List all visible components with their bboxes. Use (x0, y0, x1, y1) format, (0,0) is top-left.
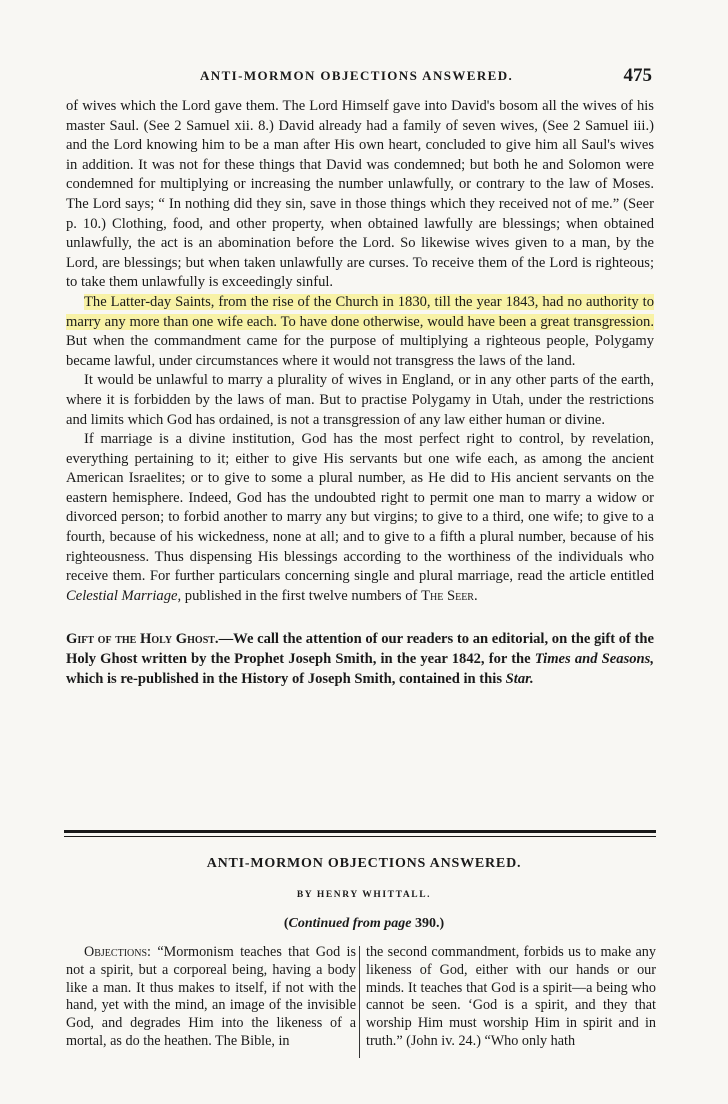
article-byline: BY HENRY WHITTALL. (296, 890, 432, 900)
italic-title: Times and Seasons, (534, 651, 654, 668)
page-number: 475 (623, 65, 652, 86)
paragraph-david-wives (66, 97, 654, 293)
paragraph-text: If marriage is a divine institution, God has the most perfect right to control, by revelation, everything pertaining to it; either to give His servants but one wife each, as among the ancient American Israelites; or to give to some a plural number, as He did to His ancient servants on the eastern hemisphere. Indeed, God has the undoubted right to permit one man to marry a widow or divorced person; to forbid another to marry any but virgins; to give to a third, one wife; to give to a fourth, because of his wickedness, none at all; and to give to a fifth a plural number, because of his righteousness. Thus dispensing His blessings according to the worthiness of the individuals who receive them. For further particulars concerning single and plural marriage, read the article entitled (66, 431, 654, 585)
gift-heading: Gift of the Holy Ghost. (66, 631, 219, 648)
small-caps-title: The Seer. (421, 587, 478, 604)
article-title: ANTI-MORMON OBJECTIONS ANSWERED. (206, 856, 522, 871)
paragraph-text: It would be unlawful to marry a plurality of wives in England, or in any other parts of the earth, where it is forbidden by the laws of man. But to practise Polygamy in Utah, under the restrictions and limits which God has ordained, is not a transgression of any law either human or divine. (66, 372, 654, 428)
main-body (66, 97, 654, 689)
column-divider (359, 946, 360, 1058)
italic-title: Celestial Marriage, (66, 587, 182, 604)
paragraph-divine-institution (66, 430, 654, 606)
column-left (66, 944, 356, 1051)
continued-page: 390.) (411, 916, 445, 931)
continued-note: (Continued from page 390.) (283, 916, 445, 931)
paragraph-gift-holy-ghost (66, 630, 654, 689)
paragraph-latter-day-saints (66, 293, 654, 371)
column-right (366, 944, 656, 1051)
running-title: ANTI-MORMON OBJECTIONS ANSWERED. (200, 68, 514, 83)
italic-title: Star. (505, 670, 534, 687)
column-left-paragraph (66, 944, 356, 1051)
paragraph-england (66, 371, 654, 430)
column-right-paragraph (366, 944, 656, 1051)
section-rule (64, 830, 656, 837)
paragraph-text: “Mormonism teaches that God is not a spirit, but a corporeal being, having a body like a man. It thus makes to itself, if not with the hand, yet with the mind, an image of the invisible God, and degrades Him into the likeness of a mortal, as do the heathen. The Bible, in (66, 944, 356, 1049)
paragraph-text: of wives which the Lord gave them. The Lord Himself gave into David's bosom all the wives of his master Saul. (See 2 Samuel xii. 8.) David already had a family of seven wives, (See 2 Samuel iii.) and the Lord knowing him to be a man after His own heart, concluded to give him all Saul's wives in addition. It was not for these things that David was condemned; but both he and Solomon were condemned for multiplying or increasing the number unlawfully, or contrary to the law of Moses. The Lord says; “ In nothing did they sin, save in those things which they received not of me.” (Seer p. 10.) Clothing, food, and other property, when obtained lawfully are blessings; when obtained unlawfully, the act is an abomination before the Lord. So likewise wives given to a man, by the Lord, are blessings; but when taken unlawfully are curses. To receive them of the Lord is righteous; to take them unlawfully is exceedingly sinful. (66, 98, 654, 291)
paragraph-text: But when the commandment came for the purpose of multiplying a righteous people, Polygamy became lawful, under circumstances where it would not transgress the laws of the land. (66, 333, 654, 369)
paragraph-text: which is re-published in the History of Joseph Smith, contained in this (66, 670, 506, 687)
running-head (0, 66, 728, 88)
paragraph-text: —We call the attention of our readers to an editorial, on the gift of the Holy Ghost written by the Prophet Joseph Smith, in the year 1842, for the (66, 631, 654, 668)
paragraph-text: published in the first twelve numbers of (181, 587, 422, 604)
paragraph-text: the second commandment, forbids us to make any likeness of God, either with our hands or our minds. It teaches that God is a spirit—a being who cannot be seen. ‘God is a spirit, and they that worship Him must worship Him in spirit and in truth.” (John iv. 24.) “Who only hath (366, 944, 656, 1049)
highlighted-passage: The Latter-day Saints, from the rise of the Church in 1830, till the year 1843, had no authority to marry any more than one wife each. To have done otherwise, would have been a great transgression. (66, 293, 654, 330)
objections-heading: Objections: (84, 944, 151, 960)
continued-italic: Continued from page (288, 916, 412, 931)
